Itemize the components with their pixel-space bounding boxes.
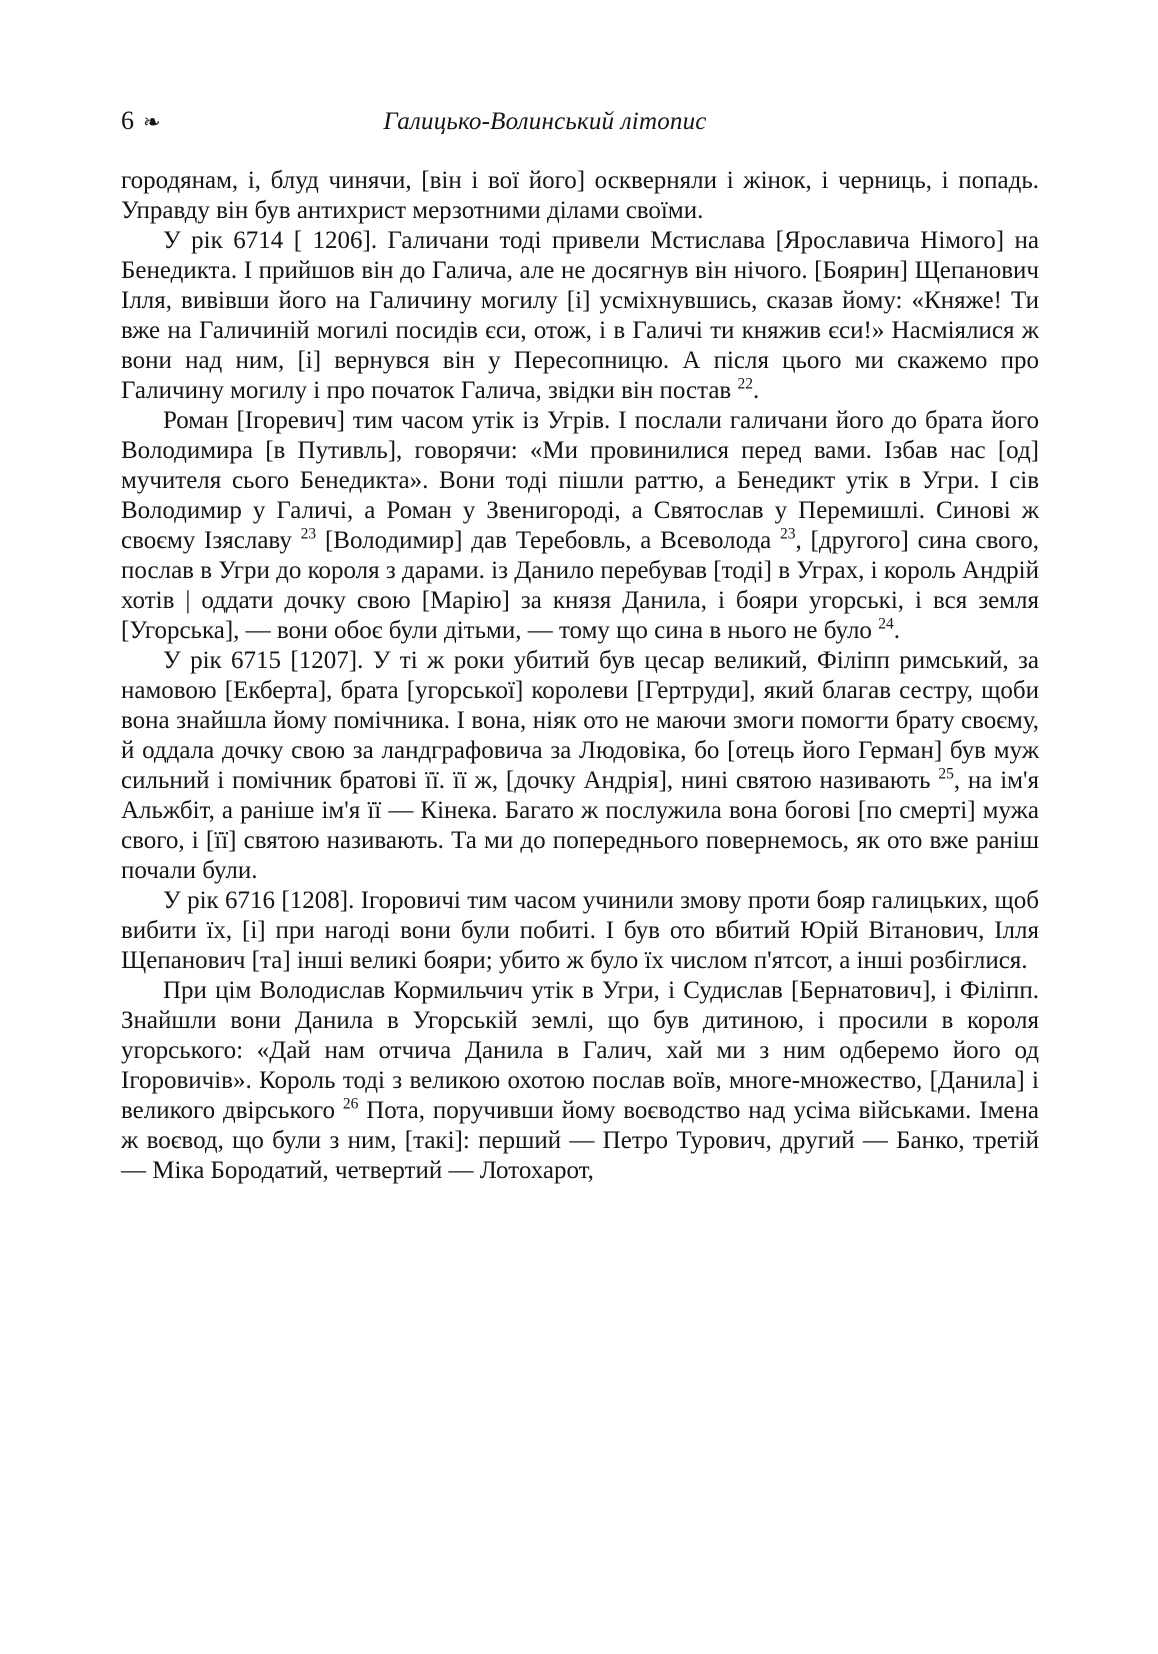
running-title: Галицько-Волинський літопис: [383, 108, 707, 135]
footnote-ref: 23: [780, 525, 796, 543]
paragraph: При цім Володислав Кормильчич утік в Угри, і Судислав [Бернатович], і Філіпп. Знайшли вони Данила в Угорській землі, що був дитиною, і просили в короля угорського: «Дай нам отчича Данила в Галич, хай ми з ним одберемо його од Ігоровичів». Король тоді з великою охотою послав воїв, многе-множество, [Данила] і великого двірського $^{26}$ Пота, поручивши йому воєводство над усіма військами. Імена ж воєвод, що були з ним, [такі]: перший — Петро Турович, другий — Банко, третій — Міка Бородатий, четвертий — Лотохарот,: [121, 977, 1040, 1184]
fleuron-ornament: ❧: [143, 110, 161, 134]
footnote-ref: 24: [878, 615, 894, 633]
paragraph: У рік 6716 [1208]. Ігоровичі тим часом учинили змову проти бояр галицьких, щоб вибити їх, [і] при нагоді вони були побиті. І був ото вбитий Юрій Вітанович, Ілля Щепанович [та] інші великі бояри; убито ж було їх числом п'ятсот, а інші розбіглися.: [121, 887, 1039, 974]
footnote-ref: 22: [737, 375, 753, 393]
paragraph: У рік 6714 [ 1206]. Галичани тоді привели Мстислава [Ярославича Німого] на Бенедикта. І прийшов він до Галича, але не досягнув він нічого. [Боярин] Щепанович Ілля, вивівши його на Галичину могилу [і] усміхнувшись, сказав йому: «Княже! Ти вже на Галичиній могилі посидів єси, отож, і в Галичі ти княжив єси!» Насміялися ж вони над ним, [і] вернувся він у Пересопницю. А після цього ми скажемо про Галичину могилу і про початок Галича, звідки він постав $^{22}$.: [121, 227, 1039, 404]
page-content: [121, 106, 1039, 1186]
footnote-ref: 25: [938, 765, 954, 783]
paragraph: городянам, і, блуд чинячи, [він і вої його] оскверняли і жінок, і черниць, і попадь. Управду він був антихрист мерзотними ділами своїми.: [121, 167, 1039, 224]
page-number: 6: [121, 106, 134, 135]
page-header: [121, 106, 1039, 136]
text-block: [121, 166, 1039, 1186]
folio: [121, 106, 201, 136]
paragraph: Роман [Ігоревич] тим часом утік із Угрів. І послали галичани його до брата його Володимира [в Путивль], говорячи: «Ми провинилися перед вами. Ізбав нас [од] мучителя сього Бенедикта». Вони тоді пішли раттю, а Бенедикт утік в Угри. І сів Володимир у Галичі, а Роман у Звенигороді, а Святослав у Перемишлі. Синові ж своєму Ізяславу $^{23}$ [Володимир] дав Теребовль, а Всеволода $^{23}$, [другого] сина свого, послав в Угри до короля з дарами. із Данило перебував [тоді] в Уграх, і король Андрій хотів | оддати дочку свою [Марію] за князя Данила, і бояри угорські, і вся земля [Угорська], — вони обоє були дітьми, — тому що сина в нього не було $^{24}$.: [121, 407, 1040, 644]
paragraph: У рік 6715 [1207]. У ті ж роки убитий був цесар великий, Філіпп римський, за намовою [Екберта], брата [угорської] королеви [Гертруди], який благав сестру, щоби вона знайшла йому помічника. І вона, ніяк ото не маючи змоги помогти брату своєму, й оддала дочку свою за ландграфовича за Людовіка, бо [отець його Герман] був муж сильний і помічник братові її. її ж, [дочку Андрія], нині святою називають $^{25}$, на ім'я Альжбіт, а раніше ім'я її — Кінека. Багато ж послужила вона богові [по смерті] мужа свого, і [її] святою називають. Та ми до попереднього повернемось, як ото вже раніш почали були.: [121, 647, 1039, 884]
footnote-ref: 26: [342, 1095, 359, 1113]
footnote-ref: 23: [300, 525, 317, 543]
